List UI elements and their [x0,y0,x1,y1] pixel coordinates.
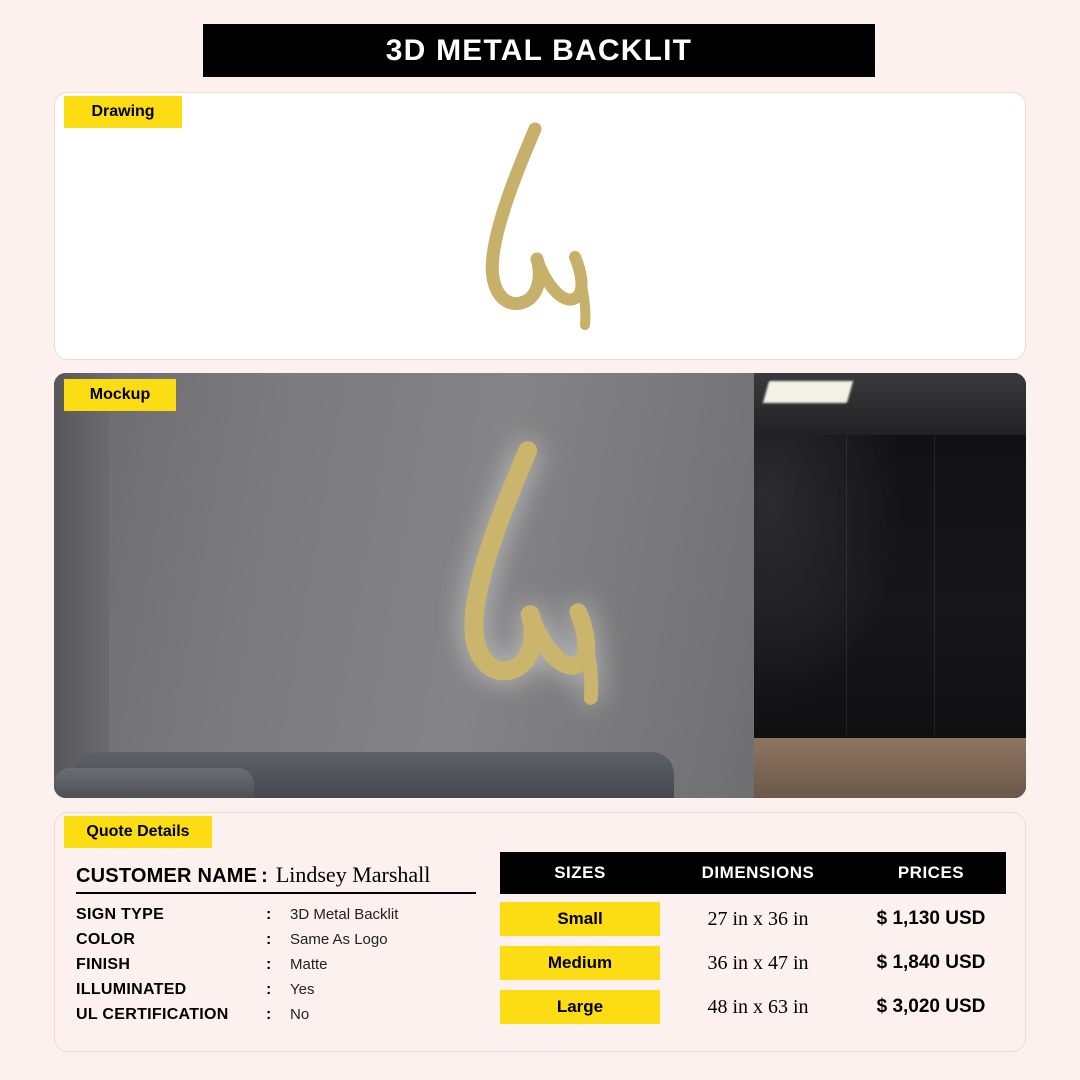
mockup-cabinet-seam [934,435,935,735]
price-table-header [500,852,1006,894]
page-title-text: 3D METAL BACKLIT [385,33,693,67]
spec-key: UL CERTIFICATION [76,1006,229,1023]
mockup-cabinet-glow [754,435,914,735]
dimensions-value: 48 in x 63 in [707,995,809,1018]
table-row [500,988,1006,1026]
mockup-logo-artwork [384,428,684,718]
spec-value: Same As Logo [290,931,388,948]
mockup-cabinet-seam [846,435,847,735]
drawing-label-text: Drawing [91,103,155,120]
spec-value: Yes [290,981,315,998]
customer-name-colon: : [261,865,268,887]
mockup-ceiling-light [763,381,853,403]
spec-key: COLOR [76,931,136,948]
spec-colon: : [266,981,272,998]
spec-list [76,862,486,1031]
table-row [500,944,1006,982]
spec-row [76,956,486,974]
column-header-dimensions: DIMENSIONS [701,863,815,882]
price-value: $ 1,840 USD [876,952,986,973]
customer-name-label: CUSTOMER NAME [76,865,258,887]
spec-row [76,1006,486,1024]
drawing-panel [54,92,1026,360]
mockup-panel [54,373,1026,798]
logo-icon [384,428,684,718]
mockup-label-text: Mockup [89,386,151,403]
mockup-section-label [64,379,176,411]
mockup-floor [754,738,1026,798]
column-header-prices: PRICES [897,863,965,882]
size-badge: Large [500,990,660,1024]
size-badge: Medium [500,946,660,980]
customer-name-value: Lindsey Marshall [275,862,431,887]
drawing-section-label [64,96,182,128]
spec-colon: : [266,956,272,973]
dimensions-value: 36 in x 47 in [707,951,809,974]
spec-value: No [290,1006,310,1023]
dimensions-value: 27 in x 36 in [707,907,809,930]
mockup-sofa-secondary [54,768,254,798]
spec-colon: : [266,931,272,948]
spec-value: 3D Metal Backlit [290,906,399,923]
spec-colon: : [266,906,272,923]
spec-row [76,931,486,949]
spec-key: ILLUMINATED [76,981,187,998]
page-title [203,24,875,77]
spec-colon: : [266,1006,272,1023]
spec-row [76,981,486,999]
spec-key: SIGN TYPE [76,906,165,923]
spec-value: Matte [290,956,328,973]
mockup-wall-edge [54,373,109,798]
column-header-sizes: SIZES [554,863,606,882]
spec-row [76,906,486,924]
logo-artwork [55,93,1025,359]
customer-name-row [76,862,476,894]
price-value: $ 3,020 USD [876,996,986,1017]
table-row [500,900,1006,938]
quote-label-text: Quote Details [86,823,190,840]
quote-section-label [64,816,212,848]
price-value: $ 1,130 USD [876,908,986,929]
price-table [500,852,1006,1026]
size-badge: Small [500,902,660,936]
logo-icon [425,111,655,341]
spec-key: FINISH [76,956,131,973]
